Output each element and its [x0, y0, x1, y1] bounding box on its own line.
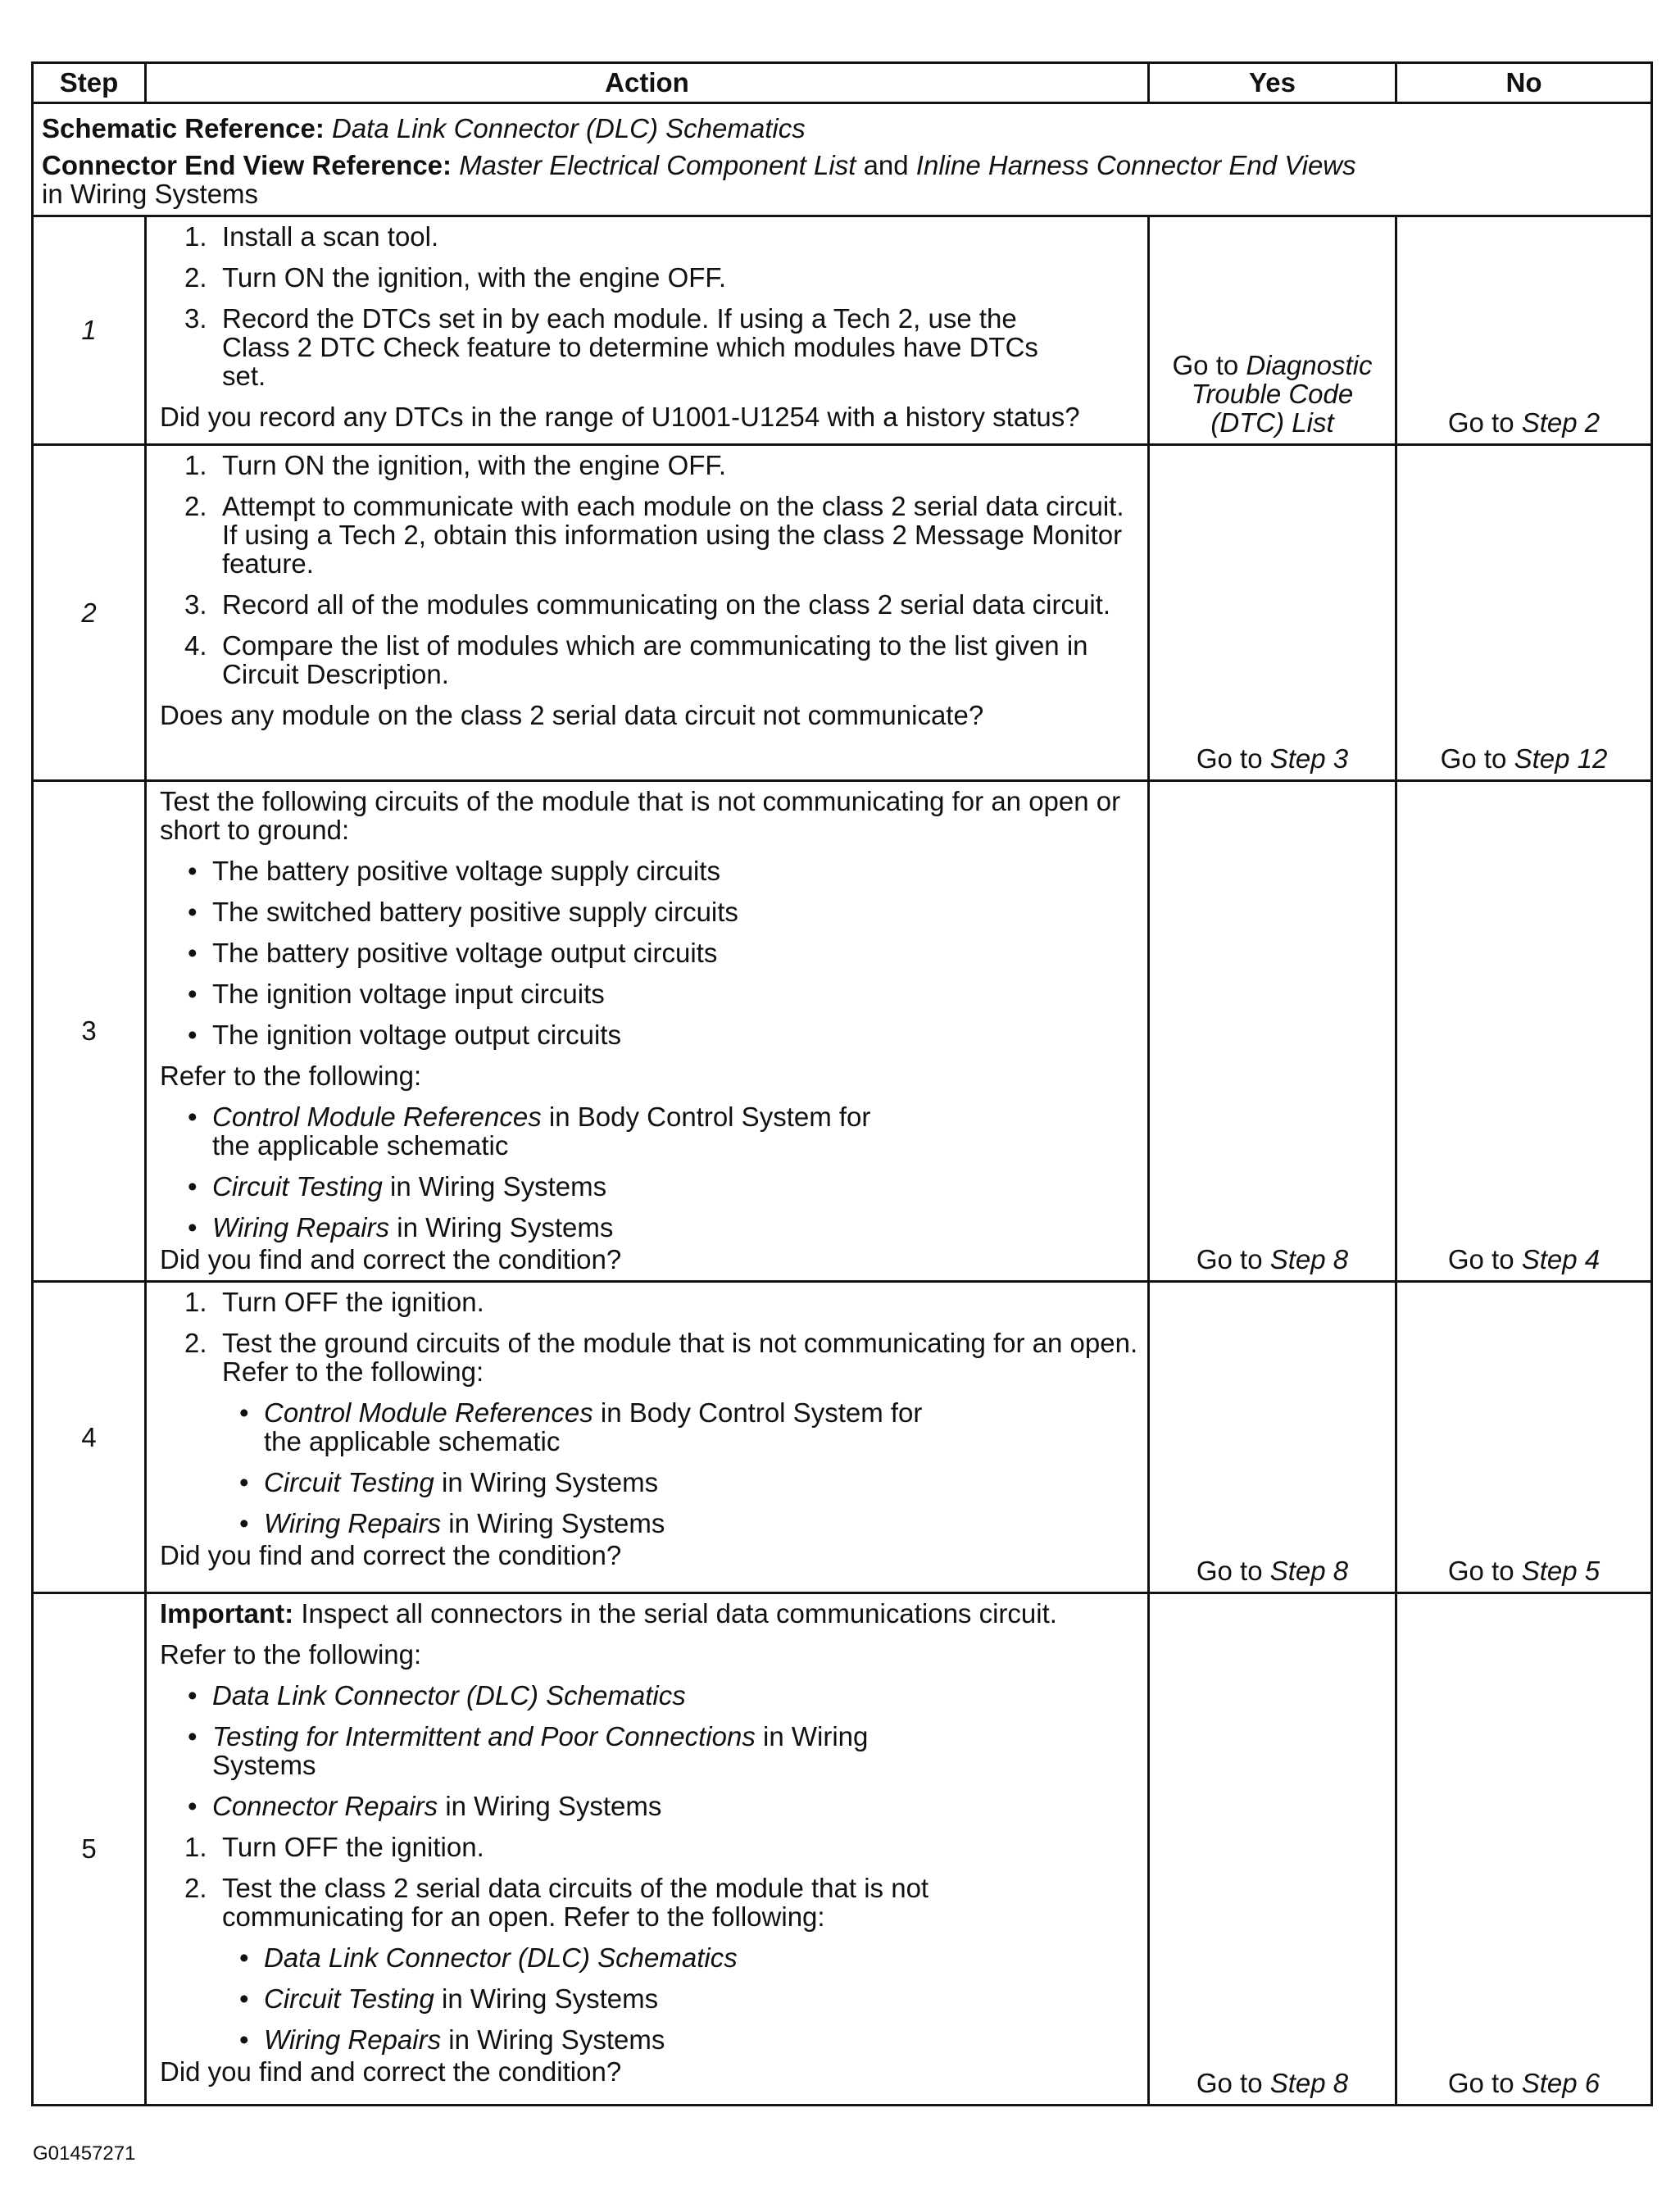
no-cell: [1396, 781, 1652, 1282]
schematic-reference: [42, 114, 1642, 143]
step-row-3: [33, 781, 1652, 1282]
reference-link[interactable]: Data Link Connector (DLC) Schematics: [264, 1942, 738, 1973]
bullet-item: • The switched battery positive supply circuits: [188, 897, 738, 927]
yes-prefix: Go to: [1196, 1244, 1263, 1274]
reference-item: • Wiring Repairs in Wiring Systems: [188, 1212, 614, 1243]
reference-item: • Wiring Repairs in Wiring Systems: [239, 2024, 665, 2055]
reference-link[interactable]: Connector Repairs: [212, 1791, 438, 1821]
numbered-item: 2. Turn ON the ignition, with the engine OFF.: [184, 262, 727, 293]
bullet-item: • The ignition voltage input circuits: [188, 979, 605, 1009]
reference-rest: in Wiring Systems: [448, 2024, 665, 2055]
reference-item: • Circuit Testing in Wiring Systems: [239, 1983, 659, 2014]
step-number: 1: [33, 216, 146, 445]
yes-cell: [1149, 1282, 1396, 1593]
reference-link[interactable]: Wiring Repairs: [212, 1212, 390, 1243]
step-question: Does any module on the class 2 serial data circuit not communicate?: [160, 700, 984, 730]
step-row-2: [33, 445, 1652, 781]
reference-link[interactable]: Wiring Repairs: [264, 1508, 442, 1538]
diagnostic-table-page: [31, 61, 1650, 2106]
reference-rest: in Wiring Systems: [390, 1171, 607, 1202]
schematic-reference-value: Data Link Connector (DLC) Schematics: [332, 113, 806, 143]
bullet-item: • The battery positive voltage supply circuits: [188, 856, 720, 886]
reference-link[interactable]: Wiring Repairs: [264, 2024, 442, 2055]
no-prefix: Go to: [1447, 1244, 1514, 1274]
bullet-text: The ignition voltage input circuits: [212, 979, 605, 1009]
important-label: Important:: [160, 1598, 294, 1629]
refer-text: Refer to the following:: [160, 1639, 422, 1670]
reference-item: • Testing for Intermittent and Poor Connections in Wiring Systems: [188, 1721, 869, 1780]
step-number: 2: [33, 445, 146, 781]
header-no: No: [1396, 63, 1652, 103]
step-row-1: [33, 216, 1652, 445]
reference-item: • Circuit Testing in Wiring Systems: [188, 1171, 607, 1202]
yes-target-link[interactable]: Step 8: [1269, 2068, 1349, 2098]
header-action: Action: [146, 63, 1149, 103]
reference-item: • Wiring Repairs in Wiring Systems: [239, 1508, 665, 1538]
important-text: Inspect all connectors in the serial data communications circuit.: [301, 1598, 1057, 1629]
header-yes: Yes: [1149, 63, 1396, 103]
numbered-item: 3. Record the DTCs set in by each module. If using a Tech 2, use the Class 2 DTC Check feature to determine which modules have DTCs set.: [184, 303, 1038, 391]
reference-rest: in Wiring Systems: [397, 1212, 614, 1243]
step-question: Did you find and correct the condition?: [160, 1244, 622, 1274]
important-note: [160, 1599, 1139, 1628]
connector-reference-value-1: Master Electrical Component List: [459, 150, 856, 180]
bullet-text: The ignition voltage output circuits: [212, 1020, 621, 1050]
reference-rest: in Body Control System for the applicable schematic: [212, 1102, 871, 1161]
reference-link[interactable]: Control Module References: [264, 1397, 593, 1428]
bullet-item: • The battery positive voltage output circuits: [188, 938, 718, 968]
connector-reference-and: and: [863, 150, 909, 180]
numbered-item: 2. Test the class 2 serial data circuits of the module that is not communicating for an open. Refer to the following:: [184, 1873, 929, 1932]
bullet-item: • The ignition voltage output circuits: [188, 1020, 621, 1050]
reference-link[interactable]: Circuit Testing: [264, 1983, 434, 2014]
no-cell: [1396, 1593, 1652, 2106]
bullet-text: The switched battery positive supply circuits: [212, 897, 738, 927]
item-text: Record all of the modules communicating on the class 2 serial data circuit.: [222, 589, 1111, 620]
connector-reference-suffix: in Wiring Systems: [42, 179, 259, 209]
step-intro: Test the following circuits of the module that is not communicating for an open or short to ground:: [160, 786, 1121, 845]
item-text: Turn ON the ignition, with the engine OFF.: [222, 262, 727, 293]
step-number: 4: [33, 1282, 146, 1593]
connector-reference-label: Connector End View Reference:: [42, 150, 452, 180]
item-text: Compare the list of modules which are communicating to the list given in Circuit Description.: [222, 630, 1088, 689]
table-header-row: [33, 63, 1652, 103]
step-question: Did you find and correct the condition?: [160, 2056, 622, 2087]
numbered-item: 1. Turn OFF the ignition.: [184, 1287, 484, 1317]
reference-rest: in Wiring Systems: [442, 1983, 659, 2014]
reference-link[interactable]: Circuit Testing: [212, 1171, 383, 1202]
bullet-text: The battery positive voltage supply circuits: [212, 856, 720, 886]
reference-item: • Data Link Connector (DLC) Schematics: [239, 1942, 738, 1973]
step-action: [146, 445, 1149, 781]
yes-target-link[interactable]: Diagnostic Trouble Code (DTC) List: [1191, 350, 1373, 438]
step-action: [146, 216, 1149, 445]
step-action: [146, 1282, 1149, 1593]
reference-item: • Connector Repairs in Wiring Systems: [188, 1791, 662, 1821]
no-target-link[interactable]: Step 12: [1514, 743, 1608, 774]
item-text: Turn OFF the ignition.: [222, 1832, 484, 1862]
no-prefix: Go to: [1447, 1556, 1514, 1586]
yes-target-link[interactable]: Step 8: [1269, 1556, 1349, 1586]
diagnostic-table: [31, 61, 1653, 2106]
reference-rest: in Wiring Systems: [445, 1791, 662, 1821]
no-cell: [1396, 216, 1652, 445]
step-action: [146, 1593, 1149, 2106]
no-prefix: Go to: [1440, 743, 1507, 774]
no-target-link[interactable]: Step 2: [1521, 407, 1601, 438]
connector-reference-value-2: Inline Harness Connector End Views: [915, 150, 1356, 180]
numbered-item: 1. Install a scan tool.: [184, 221, 439, 252]
yes-target-link[interactable]: Step 3: [1269, 743, 1349, 774]
step-question: Did you find and correct the condition?: [160, 1540, 622, 1570]
no-target-link[interactable]: Step 6: [1521, 2068, 1601, 2098]
reference-link[interactable]: Testing for Intermittent and Poor Connections: [212, 1721, 756, 1751]
item-text: Test the ground circuits of the module that is not communicating for an open. Refer to the following:: [222, 1328, 1138, 1387]
reference-rest: in Body Control System for the applicable schematic: [264, 1397, 923, 1456]
reference-item: • Control Module References in Body Control System for the applicable schematic: [188, 1102, 871, 1161]
item-text: Turn OFF the ignition.: [222, 1287, 484, 1317]
numbered-item: 1. Turn OFF the ignition.: [184, 1832, 484, 1862]
schematic-reference-label: Schematic Reference:: [42, 113, 325, 143]
numbered-item: 3. Record all of the modules communicating on the class 2 serial data circuit.: [184, 589, 1111, 620]
no-target-link[interactable]: Step 5: [1521, 1556, 1601, 1586]
item-text: Turn ON the ignition, with the engine OFF.: [222, 450, 727, 480]
numbered-item: 1. Turn ON the ignition, with the engine OFF.: [184, 450, 727, 480]
yes-prefix: Go to: [1196, 743, 1263, 774]
references-cell: [33, 103, 1652, 216]
reference-item: • Data Link Connector (DLC) Schematics: [188, 1680, 686, 1711]
step-number: 5: [33, 1593, 146, 2106]
numbered-item: 2. Test the ground circuits of the module that is not communicating for an open. Refer to the following:: [184, 1328, 1138, 1387]
bullet-text: The battery positive voltage output circuits: [212, 938, 718, 968]
reference-link[interactable]: Data Link Connector (DLC) Schematics: [212, 1680, 686, 1711]
yes-cell: [1149, 216, 1396, 445]
no-prefix: Go to: [1447, 407, 1514, 438]
yes-target-link[interactable]: Step 8: [1269, 1244, 1349, 1274]
no-prefix: Go to: [1447, 2068, 1514, 2098]
reference-item: • Circuit Testing in Wiring Systems: [239, 1467, 659, 1497]
figure-id: G01457271: [33, 2142, 136, 2165]
reference-rest: in Wiring Systems: [448, 1508, 665, 1538]
reference-link[interactable]: Circuit Testing: [264, 1467, 434, 1497]
item-text: Test the class 2 serial data circuits of the module that is not communicating for an open. Refer to the following:: [222, 1873, 929, 1932]
reference-link[interactable]: Control Module References: [212, 1102, 542, 1132]
no-target-link[interactable]: Step 4: [1521, 1244, 1601, 1274]
references-row: [33, 103, 1652, 216]
reference-rest: in Wiring Systems: [212, 1721, 869, 1780]
step-row-4: [33, 1282, 1652, 1593]
yes-cell: [1149, 1593, 1396, 2106]
item-text: Install a scan tool.: [222, 221, 439, 252]
step-question: Did you record any DTCs in the range of U1001-U1254 with a history status?: [160, 402, 1080, 432]
yes-cell: [1149, 445, 1396, 781]
step-number: 3: [33, 781, 146, 1282]
yes-cell: [1149, 781, 1396, 1282]
yes-prefix: Go to: [1196, 2068, 1263, 2098]
no-cell: [1396, 1282, 1652, 1593]
step-row-5: [33, 1593, 1652, 2106]
reference-rest: in Wiring Systems: [442, 1467, 659, 1497]
reference-item: • Control Module References in Body Control System for the applicable schematic: [239, 1397, 923, 1456]
refer-text: Refer to the following:: [160, 1061, 422, 1091]
yes-prefix: Go to: [1196, 1556, 1263, 1586]
step-action: [146, 781, 1149, 1282]
no-cell: [1396, 445, 1652, 781]
item-text: Record the DTCs set in by each module. If using a Tech 2, use the Class 2 DTC Check feature to determine which modules have DTCs set.: [222, 303, 1038, 391]
item-text: Attempt to communicate with each module on the class 2 serial data circuit. If using a Tech 2, obtain this information using the class 2 Message Monitor feature.: [222, 491, 1124, 579]
numbered-item: 2. Attempt to communicate with each module on the class 2 serial data circuit. If using a Tech 2, obtain this information using the class 2 Message Monitor feature.: [184, 491, 1124, 579]
yes-prefix: Go to: [1172, 350, 1239, 380]
connector-reference: [42, 151, 1642, 208]
numbered-item: 4. Compare the list of modules which are communicating to the list given in Circuit Description.: [184, 630, 1088, 689]
header-step: Step: [33, 63, 146, 103]
